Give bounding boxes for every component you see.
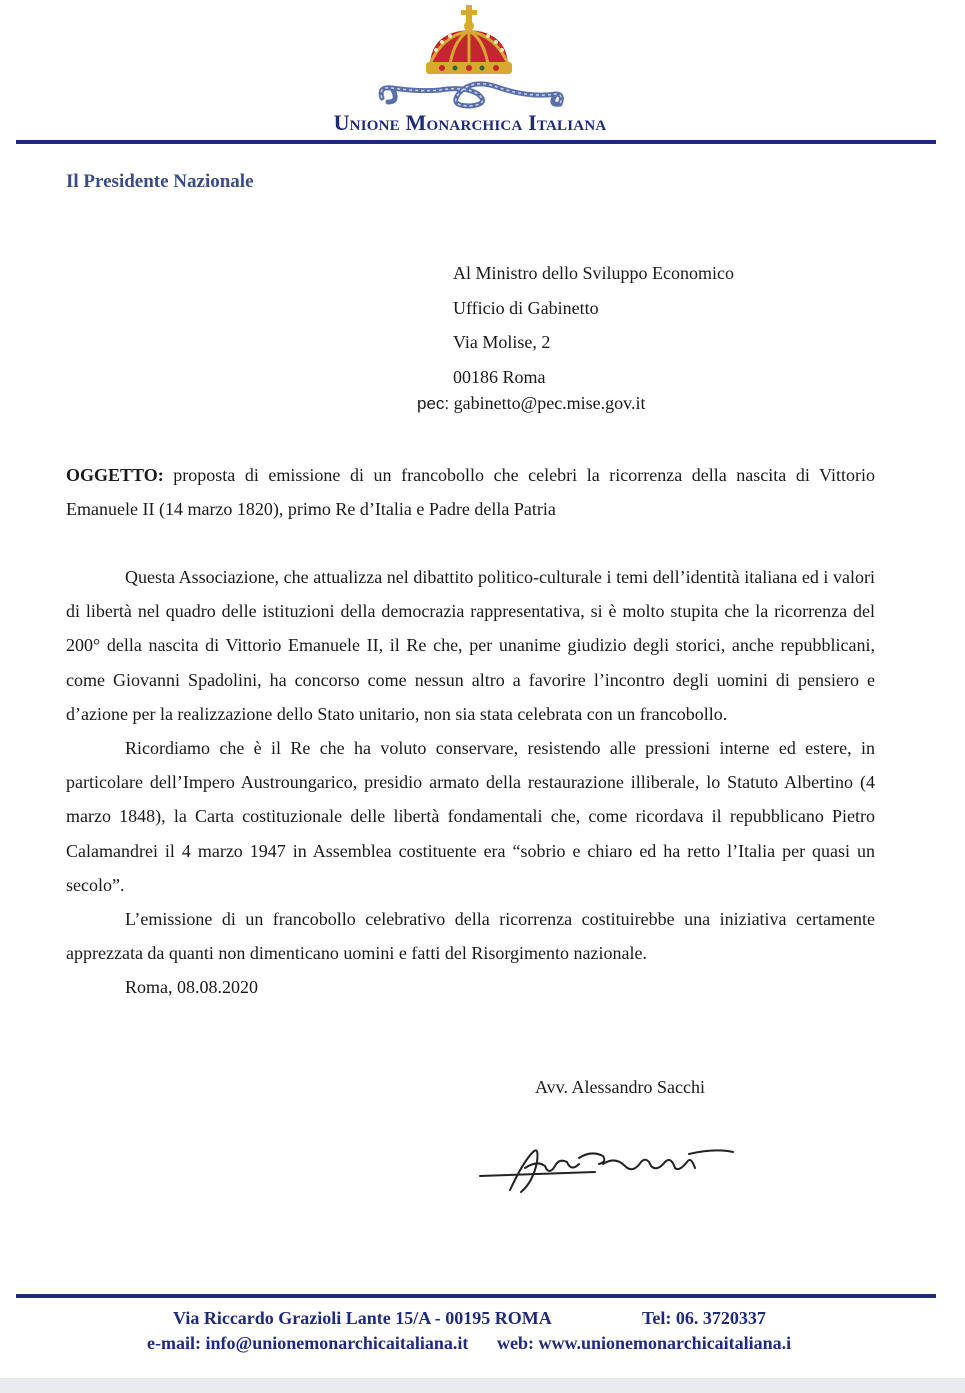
letter-body: [66, 560, 875, 1005]
handwritten-signature: [475, 1132, 740, 1202]
footer-divider: [16, 1294, 936, 1298]
subject-line: [66, 458, 875, 526]
pec-address: [417, 393, 646, 414]
organization-name: Unione Monarchica Italiana: [333, 110, 607, 135]
addressee-line: 00186 Roma: [453, 366, 546, 387]
footer-email: e-mail: info@unionemonarchicaitaliana.it: [147, 1333, 469, 1353]
subject-label: OGGETTO:: [66, 465, 164, 485]
addressee-line: Ufficio di Gabinetto: [453, 297, 599, 318]
addressee-line: Al Ministro dello Sviluppo Economico: [453, 263, 734, 283]
body-paragraph: Questa Associazione, che attualizza nel dibattito politico-culturale i temi dell’identità italiana ed i valori di libertà nel quadro delle istituzioni della democrazia rappresentativa, si è molto stupita che la ricorrenza del 200° della nascita di Vittorio Emanuele II, il Re che, per unanime giudizio degli storici, anche repubblicani, come Giovanni Spadolini, ha concorso come nessun altro a favorire l’incontro degli uomini di pensiero e d’azione per la realizzazione dello Stato unitario, non sia stata celebrata con un francobollo.: [66, 567, 875, 724]
pec-value: gabinetto@pec.mise.gov.it: [453, 393, 646, 413]
footer-phone: Tel: 06. 3720337: [642, 1308, 766, 1328]
body-paragraph: L’emissione di un francobollo celebrativo della ricorrenza costituirebbe una iniziativa certamente apprezzata da quanti non dimenticano uomini e fatti del Risorgimento nazionale.: [66, 909, 875, 964]
addressee-block: [453, 256, 734, 394]
subject-text: proposta di emissione di un francobollo che celebri la ricorrenza della nascita di Vittorio Emanuele II (14 marzo 1820), primo Re d’Italia e Padre della Patria: [66, 465, 876, 519]
body-paragraph: Ricordiamo che è il Re che ha voluto conservare, resistendo alle pressioni interne ed estere, in particolare dell’Impero Austroungarico, presidio armato della restaurazione illiberale, lo Statuto Albertino (4 marzo 1848), la Carta costituzionale delle libertà fondamentali che, come ricordava il repubblicano Pietro Calamandrei il 4 marzo 1947 in Assemblea costituente era “sobrio e chiaro ed ha retto l’Italia per quasi un secolo”.: [66, 738, 875, 895]
footer-web: web: www.unionemonarchicaitaliana.i: [497, 1333, 792, 1353]
sender-title: Il Presidente Nazionale: [66, 171, 254, 192]
header-divider: [16, 140, 936, 144]
pec-label: pec:: [417, 394, 450, 413]
footer-address: Via Riccardo Grazioli Lante 15/A - 00195 ROMA: [173, 1308, 552, 1328]
signer-name: Avv. Alessandro Sacchi: [535, 1077, 705, 1097]
page-bottom-edge: [0, 1378, 965, 1393]
crown-savoy-knot-logo: [370, 2, 570, 112]
letter-date: Roma, 08.08.2020: [125, 977, 258, 998]
addressee-line: Via Molise, 2: [453, 332, 551, 352]
